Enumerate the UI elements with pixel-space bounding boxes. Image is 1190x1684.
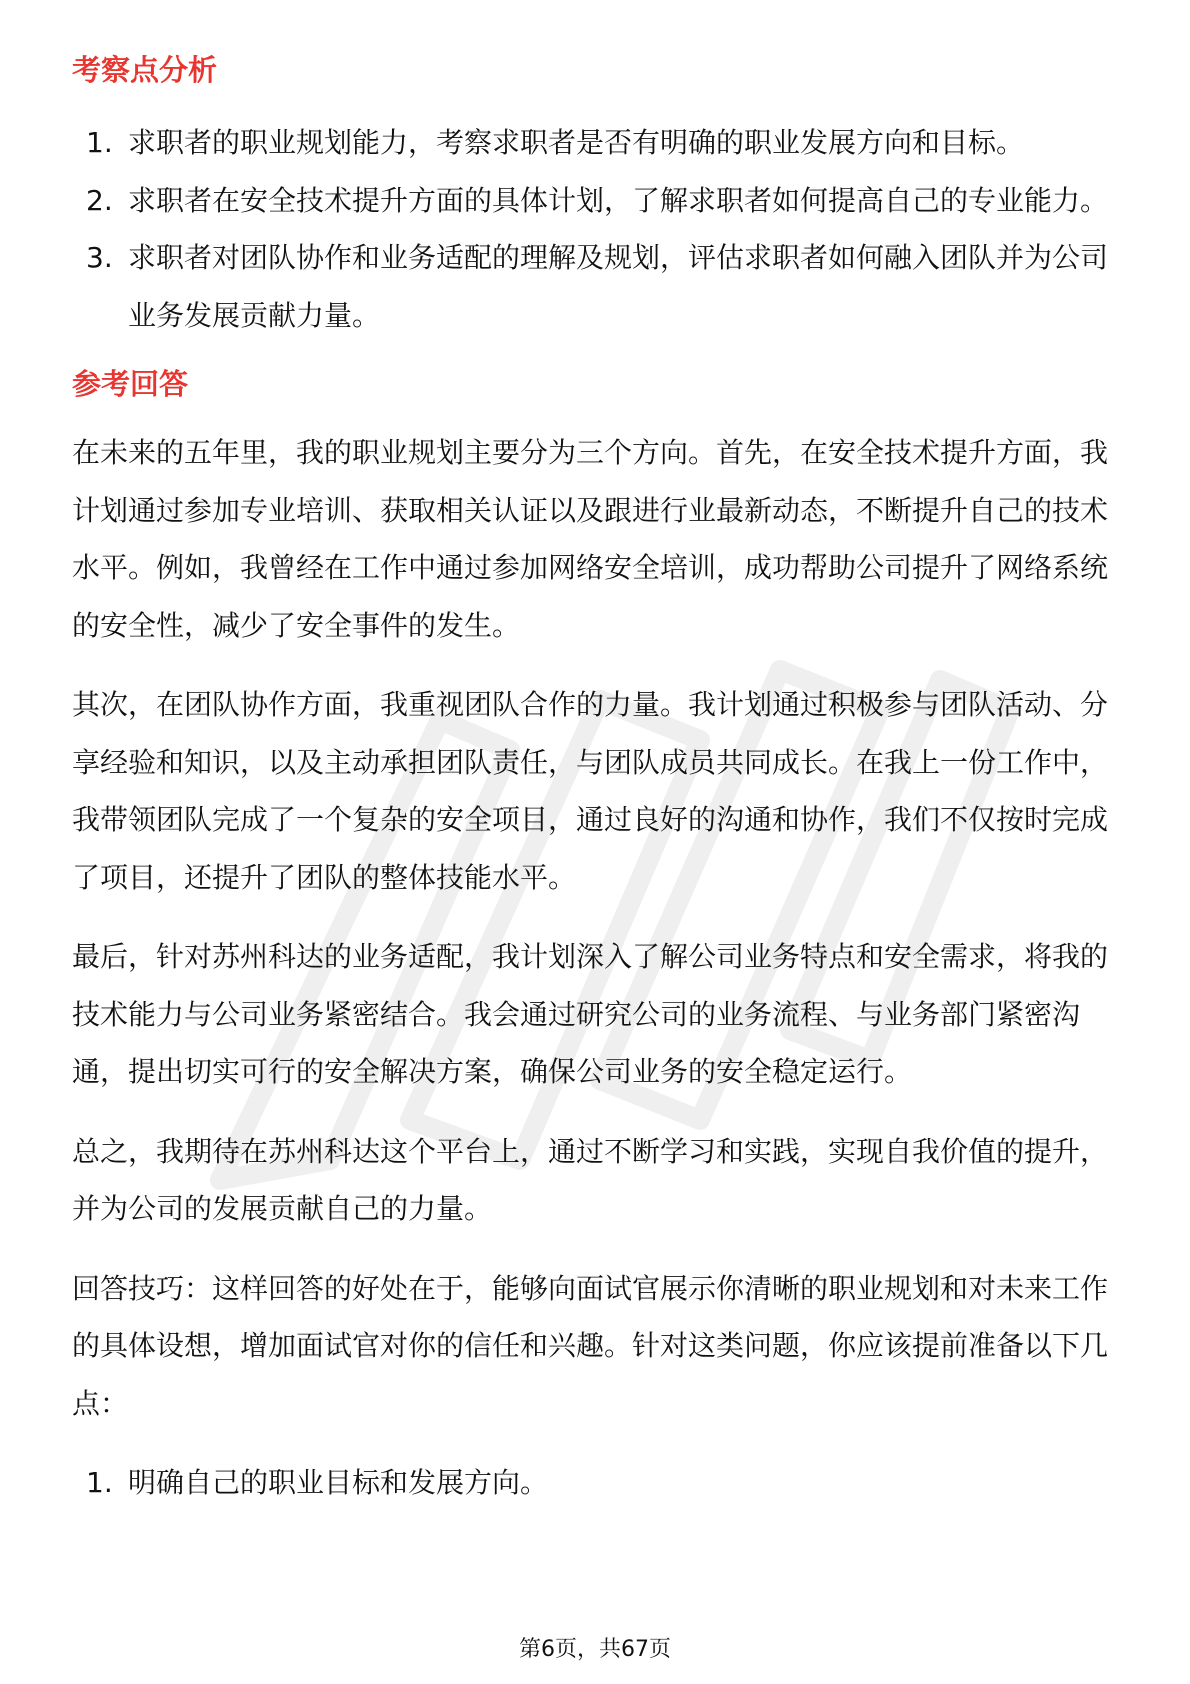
section-title-analysis: 考察点分析	[72, 53, 218, 87]
answer-paragraph: 总之，我期待在苏州科达这个平台上，通过不断学习和实践，实现自我价值的提升，并为公司的发展贡献自己的力量。	[72, 1134, 1109, 1225]
page-content	[72, 48, 1122, 1512]
list-item-text: 明确自己的职业目标和发展方向。	[128, 1466, 549, 1499]
list-item-text: 求职者在安全技术提升方面的具体计划，了解求职者如何提高自己的专业能力。	[128, 183, 1109, 217]
list-item	[72, 172, 1122, 230]
section-title-reference-answer: 参考回答	[72, 367, 189, 401]
tips-list	[72, 1454, 1122, 1512]
analysis-list	[72, 114, 1122, 344]
list-number: 3.	[86, 241, 113, 274]
list-item-text: 求职者的职业规划能力，考察求职者是否有明确的职业发展方向和目标。	[128, 126, 1025, 159]
list-item	[72, 1454, 1122, 1512]
answer-paragraph: 其次，在团队协作方面，我重视团队合作的力量。我计划通过积极参与团队活动、分享经验和知识，以及主动承担团队责任，与团队成员共同成长。在我上一份工作中，我带领团队完成了一个复杂的安全项目，通过良好的沟通和协作，我们不仅按时完成了项目，还提升了团队的整体技能水平。	[72, 688, 1109, 894]
answer-paragraph: 在未来的五年里，我的职业规划主要分为三个方向。首先，在安全技术提升方面，我计划通过参加专业培训、获取相关认证以及跟进行业最新动态，不断提升自己的技术水平。例如，我曾经在工作中通过参加网络安全培训，成功帮助公司提升了网络系统的安全性，减少了安全事件的发生。	[72, 436, 1109, 642]
list-number: 1.	[86, 126, 113, 159]
list-item	[72, 229, 1122, 344]
answer-paragraph: 最后，针对苏州科达的业务适配，我计划深入了解公司业务特点和安全需求，将我的技术能力与公司业务紧密结合。我会通过研究公司的业务流程、与业务部门紧密沟通，提出切实可行的安全解决方案，确保公司业务的安全稳定运行。	[72, 940, 1109, 1088]
answer-tips-paragraph: 回答技巧：这样回答的好处在于，能够向面试官展示你清晰的职业规划和对未来工作的具体设想，增加面试官对你的信任和兴趣。针对这类问题，你应该提前准备以下几点：	[72, 1271, 1109, 1420]
list-item	[72, 114, 1122, 172]
list-item-text: 求职者对团队协作和业务适配的理解及规划，评估求职者如何融入团队并为公司业务发展贡献力量。	[128, 241, 1109, 332]
list-number: 1.	[86, 1466, 113, 1499]
list-number: 2.	[86, 183, 113, 217]
page-number-footer: 第6页，共67页	[519, 1637, 671, 1662]
